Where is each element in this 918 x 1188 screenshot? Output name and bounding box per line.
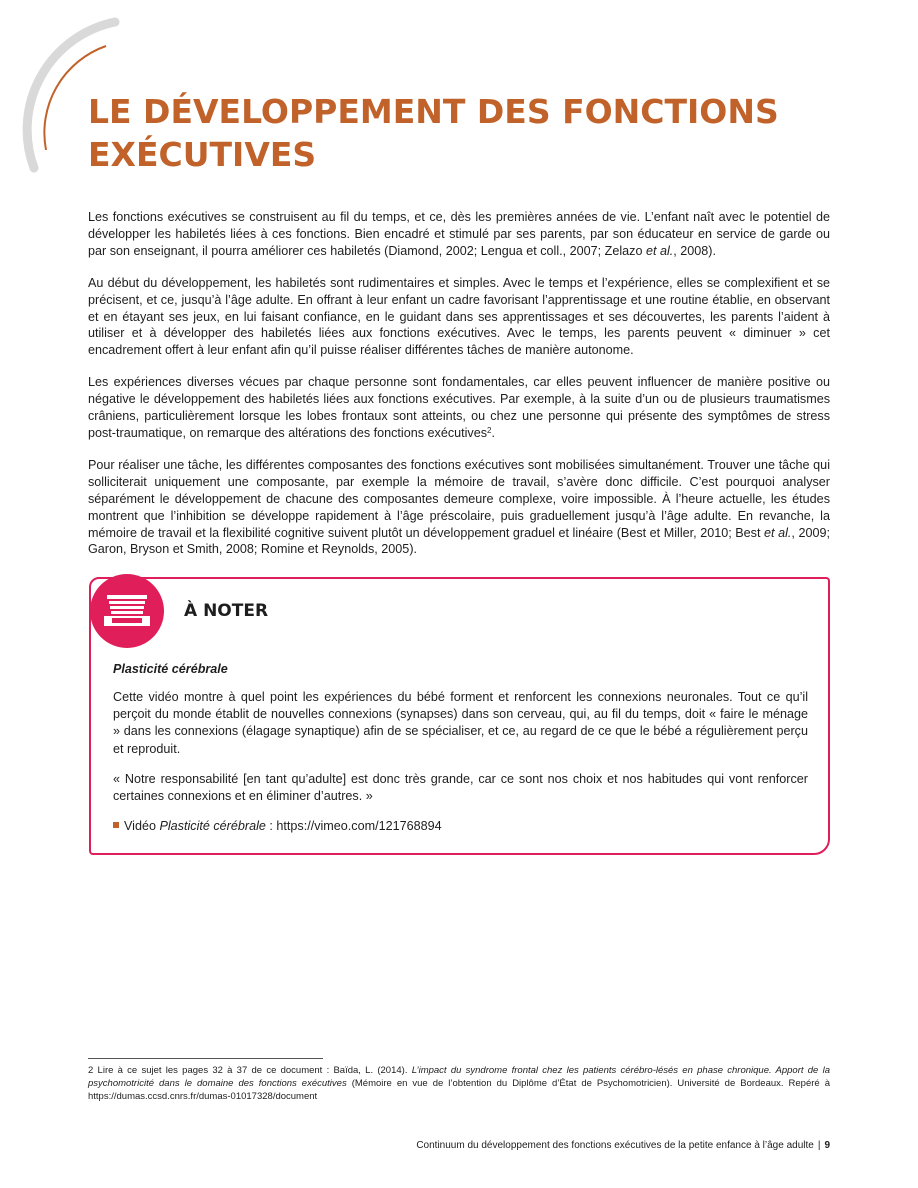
paragraph-4 — [88, 457, 830, 558]
video-url-link[interactable]: https://vimeo.com/121768894 — [276, 819, 442, 834]
paragraph-1-end: , 2008). — [673, 243, 716, 258]
note-badge — [90, 574, 164, 648]
paragraph-4-end: , 2009; Garon, Bryson et Smith, 2008; Romine et Reynolds, 2005). — [88, 525, 830, 557]
page-title-line2: EXÉCUTIVES — [88, 135, 317, 174]
video-title: Plasticité cérébrale — [159, 819, 266, 834]
footnote-title: L’impact du syndrome frontal chez les patients cérébro-lésés en phase chronique. Apport de la psychomotricité dans le domaine des fonctions exécutives — [88, 1065, 830, 1090]
footnote-divider — [88, 1058, 323, 1059]
paragraph-3 — [88, 374, 830, 442]
paragraph-4-italic: et al. — [764, 525, 792, 540]
video-link-line — [113, 818, 808, 835]
body-text — [88, 209, 830, 573]
footnote-ref[interactable]: 2 — [487, 425, 492, 435]
note-paragraph-1: Cette vidéo montre à quel point les expériences du bébé forment et renforcent les connexions neuronales. Tout ce qu’il perçoit du monde établit de nouvelles connexions (synapses) dans son cerveau, qui, au fil du temps, doit « faire le ménage » dans les connexions (élagage synaptique) afin de se spécialiser, et ce, au regard de ce que le bébé a régulièrement perçu et reproduit. — [113, 690, 808, 756]
footnote — [88, 1064, 830, 1104]
footnote-text: Lire à ce sujet les pages 32 à 37 de ce document : Baïda, L. (2014). — [93, 1065, 412, 1076]
paragraph-1 — [88, 209, 830, 260]
page-number: 9 — [824, 1140, 830, 1151]
note-paragraph-2: « Notre responsabilité [en tant qu’adulte] est donc très grande, car ce sont nos choix et nos habitudes qui vont renforcer certaines connexions et en éliminer d’autres. » — [113, 771, 808, 804]
paragraph-3-text: Les expériences diverses vécues par chaque personne sont fondamentales, car elles peuvent influencer de manière positive ou négative le développement des habiletés liées aux fonctions exécutives. Par exemple, à la suite d’un ou de plusieurs traumatismes crâniens, particulièrement lorsque les lobes frontaux sont atteints, ou chez une personne qui présente des symptômes de stress post-traumatique, on remarque des altérations des fonctions exécutives — [88, 375, 830, 440]
paragraph-4-text: Pour réaliser une tâche, les différentes composantes des fonctions exécutives sont mobilisées simultanément. Trouver une tâche qui solliciterait uniquement une composante, par exemple la mémoire de travail, s’avère donc difficile. C’est pourquoi analyser séparément le développement de chacune des composantes demeure complexe, voire impossible. À l’heure actuelle, les études montrent que l’inhibition se développe rapidement à l’âge préscolaire, puis graduellement jusqu’à l’âge adulte. En revanche, la mémoire de travail et la flexibilité cognitive suivent plutôt un développement graduel et linéaire (Best et Miller, 2010; Best — [88, 457, 830, 540]
paragraph-3-end: . — [491, 425, 495, 440]
page-title-line1: LE DÉVELOPPEMENT DES FONCTIONS — [88, 92, 779, 131]
video-sep: : — [265, 819, 277, 834]
footnote-number: 2 — [88, 1065, 94, 1076]
paragraph-1-italic: et al. — [645, 243, 674, 258]
footnote-text-end[interactable]: (Mémoire en vue de l’obtention du Diplôme d’État de Psychomotricien). Université de Bordeaux. Repéré à https://dumas.ccsd.cnrs.fr/dumas-01017328/document — [88, 1078, 830, 1103]
page-footer — [416, 1140, 830, 1151]
paragraph-1-text: Les fonctions exécutives se construisent au fil du temps, et ce, dès les premières années de vie. L’enfant naît avec le potentiel de développer les habiletés liées à ces fonctions. Bien encadré et stimulé par ses parents, par son éducateur en service de garde ou par son enseignant, il pourra améliorer ces habiletés (Diamond, 2002; Lengua et coll., 2007; Zelazo — [88, 210, 830, 258]
filing-tray-icon — [90, 574, 164, 648]
note-content — [113, 662, 808, 835]
paragraph-2: Au début du développement, les habiletés sont rudimentaires et simples. Avec le temps et l’expérience, elles se complexifient et se précisent, et ce, jusqu’à l’âge adulte. En offrant à leur enfant un cadre favorisant l’apprentissage et une routine établie, en observant et en étayant ses jeux, en lui faisant confiance, en le guidant dans ses apprentissages et ses découvertes, les parents l’aident à utiliser et à développer des habiletés liées aux fonctions exécutives. Avec le temps, les parents peuvent « diminuer » cet encadrement offert à leur enfant afin qu’il puisse réaliser différentes tâches de manière autonome. — [88, 275, 830, 358]
bullet-icon — [113, 822, 119, 828]
video-label: Vidéo — [124, 819, 160, 834]
footer-separator: | — [817, 1140, 821, 1151]
note-subtitle: Plasticité cérébrale — [113, 662, 228, 676]
page-title — [88, 90, 848, 176]
note-title: À NOTER — [184, 601, 269, 621]
footer-title: Continuum du développement des fonctions exécutives de la petite enfance à l’âge adulte — [416, 1140, 814, 1151]
